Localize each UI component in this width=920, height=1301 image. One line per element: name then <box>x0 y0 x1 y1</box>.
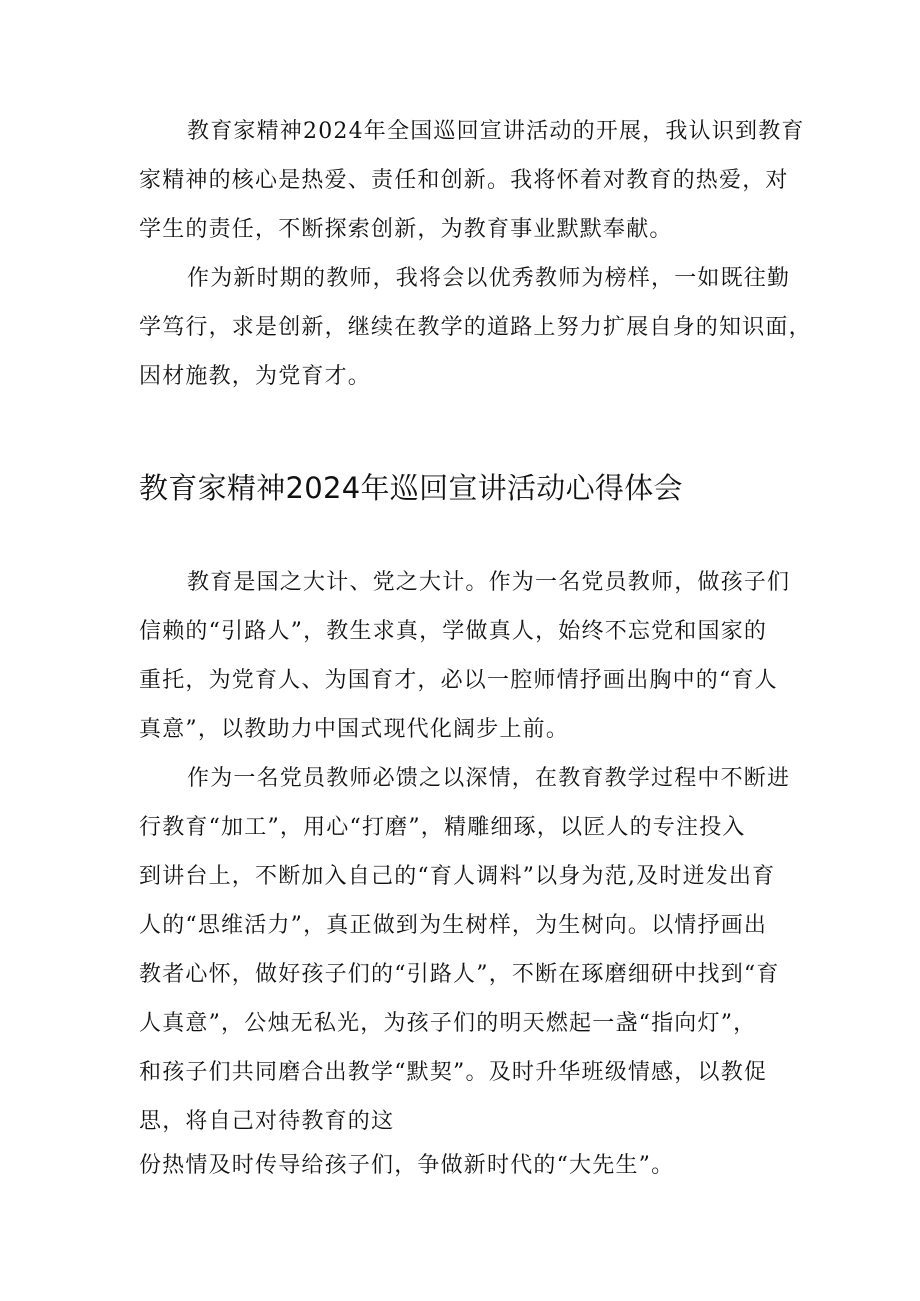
text-line: 信赖的“引路人”，教生求真，学做真人，始终不忘党和国家的 <box>139 619 768 644</box>
top-paragraph-1 <box>139 107 805 254</box>
article-title: 教育家精神2024年巡回宣讲活动心得体会 <box>139 471 683 505</box>
text-line: 学生的责任，不断探索创新，为教育事业默默奉献。 <box>139 217 673 242</box>
article-paragraph-1 <box>139 558 795 754</box>
text-line: 教育家精神2024年全国巡回宣讲活动的开展，我认识到教育 <box>187 119 805 144</box>
text-line: 人真意”，公烛无私光，为孩子们的明天燃起一盏“指向灯”， <box>139 1011 757 1036</box>
top-paragraph-2 <box>139 254 812 401</box>
text-line: 家精神的核心是热爱、责任和创新。我将怀着对教育的热爱，对 <box>139 168 789 193</box>
article-paragraph-3 <box>139 1141 795 1190</box>
text-line: 和孩子们共同磨合出教学“默契”。及时升华班级情感，以教促 <box>139 1060 768 1085</box>
text-line: 教育是国之大计、党之大计。作为一名党员教师，做孩子们 <box>187 570 791 595</box>
text-line: 作为一名党员教师必馈之以深情，在教育教学过程中不断进 <box>187 766 791 791</box>
text-line: 因材施教，为党育才。 <box>139 364 372 389</box>
text-line: 重托，为党育人、为国育才，必以一腔师情抒画出胸中的“育人 <box>139 668 778 693</box>
text-line: 人的“思维活力”，真正做到为生树样，为生树向。以情抒画出 <box>139 913 768 938</box>
text-line: 学笃行，求是创新，继续在教学的道路上努力扩展自身的知识面， <box>139 315 812 340</box>
article-paragraph-2 <box>139 754 795 1146</box>
text-line: 份热情及时传导给孩子们，争做新时代的“大先生”。 <box>139 1153 675 1178</box>
text-line: 思，将自己对待教育的这 <box>139 1109 395 1134</box>
text-line: 行教育“加工”，用心“打磨”，精雕细琢，以匠人的专注投入 <box>139 815 746 840</box>
text-line: 作为新时期的教师，我将会以优秀教师为榜样，一如既往勤 <box>187 266 791 291</box>
text-line: 真意”，以教助力中国式现代化阔步上前。 <box>139 717 570 742</box>
text-line: 到讲台上，不断加入自己的“育人调料”以身为范,及时迸发出育 <box>139 864 776 889</box>
text-line: 教者心怀，做好孩子们的“引路人”，不断在琢磨细研中找到“育 <box>139 962 780 987</box>
